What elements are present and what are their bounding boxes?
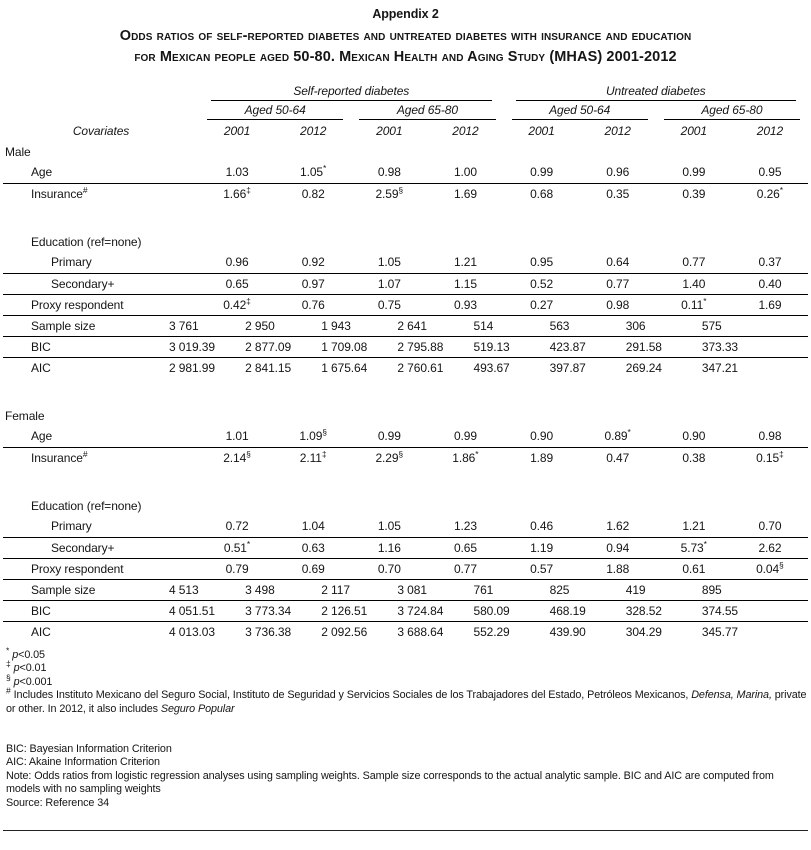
value-cell: 0.93 <box>427 294 503 315</box>
value-cell: 2.14§ <box>223 448 251 465</box>
table-row <box>3 162 808 183</box>
year-header-row <box>3 120 808 141</box>
table-row <box>3 252 808 273</box>
value-cell: 1.69 <box>732 294 808 315</box>
value-cell: 0.65 <box>199 273 275 294</box>
value-cell: 1.07 <box>351 273 427 294</box>
table-body <box>3 141 808 642</box>
value-cell: 345.77 <box>701 624 738 639</box>
value-cell: 0.79 <box>199 558 275 579</box>
table-row <box>3 273 808 294</box>
value-cell: 374.55 <box>732 600 808 621</box>
value-cell: 419 <box>656 579 732 600</box>
value-cell: 306 <box>656 315 732 336</box>
significance-footnote: * p<0.05 <box>6 645 45 661</box>
value-cell: 0.97 <box>275 273 351 294</box>
value-cell: 0.98 <box>732 426 808 447</box>
value-cell <box>732 231 808 252</box>
value-cell: 580.09 <box>504 600 580 621</box>
value-cell: 2 981.99 <box>169 360 215 375</box>
value-cell: 4 013.03 <box>169 624 215 639</box>
row-label: Secondary+ <box>3 273 199 294</box>
value-cell: 2.29§ <box>375 448 404 465</box>
value-cell: 0.98 <box>351 162 427 183</box>
value-cell: 397.87 <box>549 360 586 375</box>
value-cell: 5.73* <box>656 537 732 558</box>
spacer-cell <box>3 204 808 231</box>
insurance-footnote <box>6 685 808 716</box>
row-label: BIC <box>3 600 199 621</box>
value-cell: 1 709.08 <box>351 336 427 357</box>
row-label: Primary <box>3 516 199 537</box>
footnotes <box>3 645 808 810</box>
value-cell: 0.99 <box>656 162 732 183</box>
value-cell: 0.76 <box>275 294 351 315</box>
value-cell <box>580 405 656 426</box>
section-label: Male <box>5 144 31 159</box>
value-cell <box>427 405 503 426</box>
footnote-gap <box>6 716 808 743</box>
row-label: BIC <box>3 336 199 357</box>
year-header: 2012 <box>452 123 479 138</box>
value-cell: 0.27 <box>504 294 580 315</box>
value-cell: 0.95 <box>504 252 580 273</box>
value-cell <box>580 231 656 252</box>
row-label: Proxy respondent <box>3 294 199 315</box>
value-cell: 1.23 <box>427 516 503 537</box>
value-cell: 304.29 <box>625 624 662 639</box>
value-cell: 0.90 <box>504 426 580 447</box>
aic-definition: AIC: Akaine Information Criterion <box>6 756 160 769</box>
value-cell: 0.68 <box>530 186 554 201</box>
value-cell: 493.67 <box>473 360 510 375</box>
value-cell: 2 950 <box>275 315 351 336</box>
value-cell: 2 092.56 <box>321 624 368 639</box>
row-label: Secondary+ <box>3 537 199 558</box>
value-cell: 0.15‡ <box>756 448 784 465</box>
value-cell <box>732 495 808 516</box>
value-cell: 761 <box>504 579 580 600</box>
value-cell: 3 724.84 <box>427 600 503 621</box>
value-cell: 347.21 <box>701 360 738 375</box>
value-cell: 1.16 <box>351 537 427 558</box>
value-cell <box>199 231 275 252</box>
value-cell: 2 760.61 <box>397 360 444 375</box>
value-cell <box>199 141 275 162</box>
value-cell: 2 877.09 <box>275 336 351 357</box>
table-row <box>3 405 808 426</box>
value-cell: 2 841.15 <box>245 360 292 375</box>
year-header: 2012 <box>604 123 631 138</box>
value-cell: 1.40 <box>656 273 732 294</box>
table-row <box>3 294 808 315</box>
year-header: 2012 <box>300 123 327 138</box>
value-cell <box>199 495 275 516</box>
value-cell: 468.19 <box>580 600 656 621</box>
value-cell: 269.24 <box>625 360 662 375</box>
value-cell: 4 051.51 <box>199 600 275 621</box>
value-cell: 0.46 <box>504 516 580 537</box>
value-cell <box>199 405 275 426</box>
value-cell: 1.19 <box>504 537 580 558</box>
value-cell: 0.99 <box>351 426 427 447</box>
spacer-row <box>3 204 808 231</box>
value-cell: 0.37 <box>732 252 808 273</box>
significance-footnote: ‡ p<0.01 <box>6 658 47 675</box>
value-cell <box>351 495 427 516</box>
value-cell: 0.26* <box>756 184 784 201</box>
empty-header-cell <box>3 83 199 101</box>
spacer-cell <box>3 378 808 405</box>
value-cell: 2.62 <box>732 537 808 558</box>
table-row <box>3 600 808 621</box>
spacer-cell <box>3 468 808 495</box>
title-line-1: Odds ratios of self-reported diabetes and untreated diabetes with insurance and education <box>119 28 692 44</box>
significance-footnote: § p<0.001 <box>6 672 53 688</box>
appendix-label: Appendix 2 <box>372 7 439 21</box>
value-cell <box>351 405 427 426</box>
value-cell: 519.13 <box>504 336 580 357</box>
table-row <box>3 231 808 252</box>
value-cell <box>656 231 732 252</box>
table-row <box>3 579 808 600</box>
age-group-label: Aged 65-80 <box>359 103 495 120</box>
value-cell: 575 <box>732 315 808 336</box>
value-cell: 0.99 <box>427 426 503 447</box>
section-label: Education (ref=none) <box>31 234 142 249</box>
row-label: Sample size <box>3 315 199 336</box>
row-label: AIC <box>31 624 51 639</box>
value-cell: 0.99 <box>504 162 580 183</box>
age-group-label: Aged 65-80 <box>664 103 800 120</box>
value-cell <box>275 495 351 516</box>
row-label: Insurance# <box>31 184 88 201</box>
value-cell: 0.70 <box>351 558 427 579</box>
value-cell: 1 943 <box>351 315 427 336</box>
covariates-header: Covariates <box>72 123 130 138</box>
table-header <box>3 83 808 141</box>
group-header-row <box>3 83 808 101</box>
odds-ratio-table <box>3 83 808 642</box>
value-cell <box>504 495 580 516</box>
value-cell: 0.77 <box>427 558 503 579</box>
value-cell <box>656 141 732 162</box>
value-cell: 1.04 <box>275 516 351 537</box>
value-cell: 514 <box>504 315 580 336</box>
age-group-header <box>504 101 656 120</box>
age-group-header <box>199 101 351 120</box>
row-label: Age <box>3 426 199 447</box>
row-label: Sample size <box>3 579 199 600</box>
value-cell <box>580 141 656 162</box>
value-cell: 3 688.64 <box>397 624 444 639</box>
group-header-self-reported <box>199 83 504 101</box>
value-cell: 0.82 <box>301 186 325 201</box>
value-cell: 0.75 <box>351 294 427 315</box>
group-header-label: Self-reported diabetes <box>211 84 492 101</box>
value-cell: 1.89 <box>530 450 554 465</box>
value-cell: 3 498 <box>275 579 351 600</box>
row-label: Proxy respondent <box>3 558 199 579</box>
value-cell <box>275 405 351 426</box>
value-cell: 2.11‡ <box>299 448 327 465</box>
insurance-footnote-text: # Includes Instituto Mexicano del Seguro Social, Instituto de Seguridad y Servicios Sociales de los Trabajadores del Estado, Petróleos Mexicanos, Defensa, Marina, private or other. In 2012, it also includes Seguro Popular <box>6 685 807 715</box>
value-cell: 1.21 <box>656 516 732 537</box>
value-cell: 563 <box>580 315 656 336</box>
value-cell: 0.04§ <box>732 558 808 579</box>
value-cell: 0.42‡ <box>199 294 275 315</box>
row-label: Insurance# <box>31 448 88 465</box>
year-header: 2012 <box>756 123 784 138</box>
value-cell: 0.39 <box>682 186 706 201</box>
value-cell: 1.05 <box>351 252 427 273</box>
value-cell <box>427 495 503 516</box>
table-row <box>3 357 808 378</box>
value-cell: 439.90 <box>549 624 586 639</box>
empty-header-cell <box>3 101 199 120</box>
value-cell: 3 081 <box>427 579 503 600</box>
spacer-row <box>3 378 808 405</box>
value-cell: 423.87 <box>580 336 656 357</box>
source-note: Source: Reference 34 <box>6 796 110 809</box>
bottom-rule <box>3 830 808 831</box>
age-group-label: Aged 50-64 <box>207 103 343 120</box>
year-header: 2001 <box>528 123 555 138</box>
age-group-header-row <box>3 101 808 120</box>
value-cell: 0.11* <box>656 294 732 315</box>
value-cell: 3 736.38 <box>245 624 292 639</box>
page-title <box>3 26 808 68</box>
value-cell: 0.96 <box>199 252 275 273</box>
age-group-header <box>656 101 808 120</box>
value-cell: 0.57 <box>504 558 580 579</box>
value-cell: 0.38 <box>682 450 706 465</box>
value-cell: 0.65 <box>427 537 503 558</box>
value-cell <box>427 231 503 252</box>
value-cell: 1.05* <box>275 162 351 183</box>
group-header-label: Untreated diabetes <box>516 84 797 101</box>
value-cell: 0.92 <box>275 252 351 273</box>
value-cell: 1.00 <box>427 162 503 183</box>
table-row <box>3 336 808 357</box>
value-cell: 1.09§ <box>275 426 351 447</box>
value-cell: 0.94 <box>580 537 656 558</box>
section-label: Education (ref=none) <box>31 498 142 513</box>
value-cell: 0.70 <box>732 516 808 537</box>
value-cell: 0.77 <box>580 273 656 294</box>
value-cell <box>275 231 351 252</box>
age-group-header <box>351 101 503 120</box>
value-cell: 373.33 <box>732 336 808 357</box>
table-row <box>3 183 808 204</box>
value-cell: 2 795.88 <box>427 336 503 357</box>
value-cell: 0.51* <box>199 537 275 558</box>
value-cell: 1.69 <box>453 186 477 201</box>
value-cell: 291.58 <box>656 336 732 357</box>
table-row <box>3 315 808 336</box>
table-note: Note: Odds ratios from logistic regression analyses using sampling weights. Sample size corresponds to the actual analytic sample. BIC and AIC are computed from models with no sampling weights <box>6 769 774 796</box>
value-cell: 0.77 <box>656 252 732 273</box>
row-label: Age <box>3 162 199 183</box>
value-cell <box>504 141 580 162</box>
value-cell <box>504 405 580 426</box>
value-cell: 0.96 <box>580 162 656 183</box>
year-header: 2001 <box>376 123 403 138</box>
significance-footnotes <box>6 645 808 689</box>
value-cell: 1.86* <box>452 448 479 465</box>
value-cell: 3 761 <box>199 315 275 336</box>
value-cell: 1.21 <box>427 252 503 273</box>
value-cell: 2 126.51 <box>351 600 427 621</box>
year-header: 2001 <box>223 123 251 138</box>
table-row <box>3 141 808 162</box>
value-cell: 0.52 <box>504 273 580 294</box>
title-line-2: for Mexican people aged 50-80. Mexican Health and Aging Study (MHAS) 2001-2012 <box>134 49 677 65</box>
value-cell <box>656 405 732 426</box>
value-cell <box>275 141 351 162</box>
value-cell: 0.61 <box>656 558 732 579</box>
bic-definition: BIC: Bayesian Information Criterion <box>6 743 172 756</box>
age-group-label: Aged 50-64 <box>512 103 648 120</box>
table-row <box>3 426 808 447</box>
value-cell: 1.88 <box>580 558 656 579</box>
value-cell: 1.62 <box>580 516 656 537</box>
row-label: AIC <box>31 360 51 375</box>
value-cell: 3 773.34 <box>275 600 351 621</box>
value-cell: 328.52 <box>656 600 732 621</box>
value-cell: 825 <box>580 579 656 600</box>
value-cell: 0.47 <box>606 450 630 465</box>
table-row <box>3 621 808 642</box>
section-label: Female <box>5 408 45 423</box>
value-cell <box>732 141 808 162</box>
value-cell: 1.05 <box>351 516 427 537</box>
value-cell: 0.35 <box>606 186 630 201</box>
value-cell: 895 <box>732 579 808 600</box>
value-cell: 0.95 <box>732 162 808 183</box>
table-row <box>3 558 808 579</box>
spacer-row <box>3 468 808 495</box>
value-cell: 1.01 <box>199 426 275 447</box>
value-cell: 0.89* <box>580 426 656 447</box>
value-cell: 2.59§ <box>375 184 404 201</box>
value-cell <box>351 231 427 252</box>
value-cell: 1.03 <box>199 162 275 183</box>
value-cell: 1.15 <box>427 273 503 294</box>
value-cell: 3 019.39 <box>199 336 275 357</box>
value-cell: 0.40 <box>732 273 808 294</box>
value-cell: 552.29 <box>473 624 510 639</box>
group-header-untreated <box>504 83 809 101</box>
row-label: Primary <box>3 252 199 273</box>
value-cell: 0.90 <box>656 426 732 447</box>
value-cell <box>427 141 503 162</box>
value-cell: 0.72 <box>199 516 275 537</box>
value-cell: 2 641 <box>427 315 503 336</box>
value-cell: 0.63 <box>275 537 351 558</box>
value-cell: 0.64 <box>580 252 656 273</box>
value-cell: 1 675.64 <box>321 360 368 375</box>
value-cell <box>580 495 656 516</box>
value-cell <box>504 231 580 252</box>
value-cell: 0.98 <box>580 294 656 315</box>
value-cell <box>732 405 808 426</box>
value-cell: 2 117 <box>351 579 427 600</box>
value-cell: 0.69 <box>275 558 351 579</box>
table-row <box>3 447 808 468</box>
table-row <box>3 516 808 537</box>
table-row <box>3 537 808 558</box>
table-row <box>3 495 808 516</box>
value-cell: 1.66‡ <box>223 184 251 201</box>
year-header: 2001 <box>680 123 707 138</box>
value-cell <box>656 495 732 516</box>
value-cell <box>351 141 427 162</box>
value-cell: 4 513 <box>199 579 275 600</box>
